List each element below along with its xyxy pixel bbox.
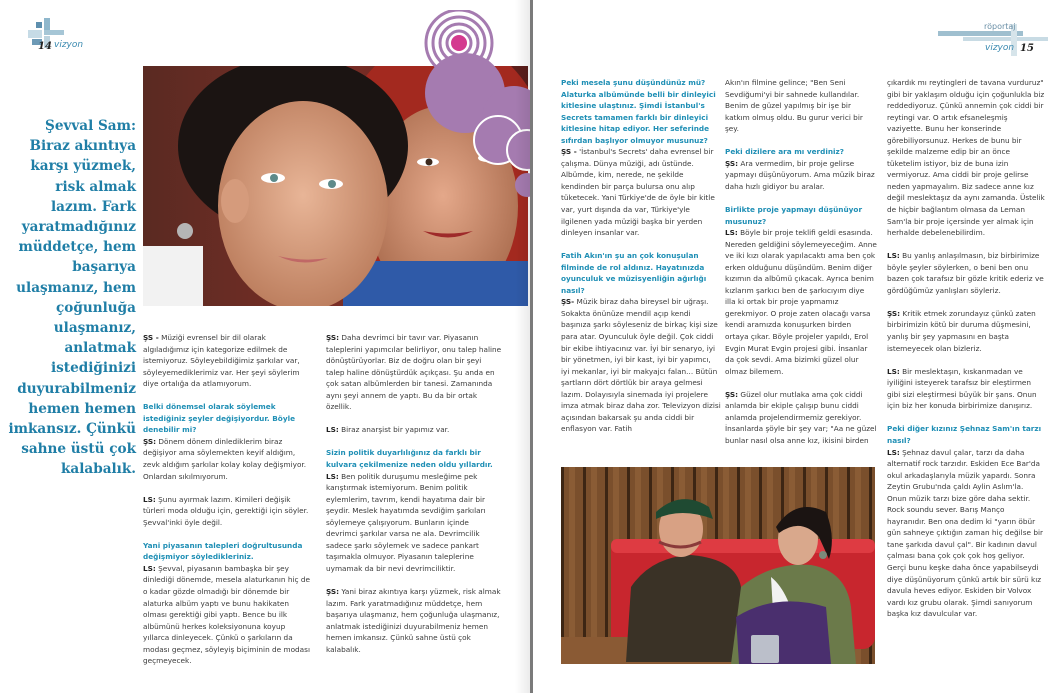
speaker-label: LS: [887, 251, 900, 261]
answer-paragraph [725, 389, 877, 447]
article-column-5 [887, 77, 1045, 631]
answer-paragraph [887, 447, 1045, 620]
interview-question: Belki dönemsel olarak söylemek istediğiniz şeyler değişiyordur. Böyle denebilir mi? [143, 402, 296, 435]
left-page [0, 0, 530, 693]
answer-text: Müziği evrensel bir dil olarak algıladığımız için kategorize edilmek de istemiyoruz. Söyleyebildiğimiz şarkılar var, söyleyemediklerimiz var. Her şeyi söylerim diye ortalığa da atlamıyorum. [143, 333, 300, 389]
answer-paragraph [725, 227, 877, 377]
gutter-shadow-left [515, 0, 530, 693]
article-column-1 [143, 332, 313, 678]
answer-paragraph [143, 332, 313, 390]
answer-text: Bir meslektaşın, kıskanmadan ve iyiliğini isteyerek tarafsız bir eleştirmen gibi sizi eleştirmesi büyük bir şans. Onun için biz her konuda birbirimize danışırız. [887, 366, 1037, 411]
interview-question: Peki mesela şunu düşündünüz mü? Alaturka albümünde belli bir dinleyici kitlesine ulaştınız. Şimdi İstanbul's Secrets tamamen farklı bir dinleyici kitlesine hitap ediyor. Her seferinde sıfırdan başlıyor olmuyor musunuz? [561, 78, 716, 145]
speaker-label: LS: [326, 425, 339, 435]
answer-paragraph [887, 366, 1045, 412]
answer-text: Yani biraz akıntıya karşı yüzmek, risk almak lazım. Fark yaratmadığınız müddetçe, hem başarıya ulaşmanız, hem çoğunluğa ulaşmanız, anlatmak istediğinizi duyurabilmeniz hemen hemen imkansız. Çünkü sahne üstü çok kalabalık. [326, 587, 501, 654]
answer-paragraph: çıkardık mı reytingleri de tavana vurduruz" gibi bir yaklaşım olduğu için çoğunlukla biz reddediyoruz. Çünkü annemin çok ciddi bir reytingi var. O artık efsaneleşmiş vaziyette. Bunu her konserinde görebiliyorsunuz. Herkes de bunu bir şekilde malzeme edip bir an önce tüketelim istiyor, biz de buna izin vermiyoruz. Ama ciddi bir proje gelirse neden yapmayalım. Biz sadece anne kız değil meslektaşız da aynı zamanda. Üstelik de hiçbir bağlantım olmasa da Leman Sam'la bir proje içersinde yer almak için herhalde debelenebilirdim. [887, 78, 1045, 238]
header-bar [963, 37, 1048, 41]
speaker-label: ŞS: [326, 587, 340, 597]
answer-text: 'İstanbul's Secrets' daha evrensel bir çalışma. Dünya müziği, adı üstünde. Albümde, kim, nerede, ne şekilde kendinden bir parça bulursa onu alıp tüketecek. Yani Türkiye'de de öyle bir kitle var, yurt dışında da var, Türkiye'yle ilgilenen yada müziği başka bir yerden dinleyen insanlar var. [561, 147, 715, 238]
answer-text: Müzik biraz daha bireysel bir uğraşı. Sokakta önünüze mendil açıp kendi başınıza şarkı söyleseniz de birkaç kişi size para atar. Oyunculuk öyle değil. Çok ciddi bir ekibe ihtiyacınız var. İyi bir senaryo, iyi bir yönetmen, iyi bir kast, iyi bir yapımcı, iyi mekanlar, iyi bir makyajcı falan... Bütün şartların dört dörtlük bir araya gelmesi lazım. Dolayısıyla sinemada iyi projelere imza atmak biraz daha zor. Televizyon dizisi açısından bakarsak şu anda ciddi bir enflasyon var. Fatih [561, 297, 721, 434]
speaker-label: LS: [143, 494, 156, 504]
category-label: röportaj [984, 22, 1016, 31]
answer-paragraph [887, 250, 1045, 296]
answer-paragraph: Akın'ın filmine gelince; "Ben Seni Sevdiğumi'yi bir sahnede kullandılar. Benim de güzel yapılmış bir işe bir katkım olmuş oldu. Bu gurur verici bir şey. [725, 78, 863, 134]
interview-question: Birlikte proje yapmayı düşünüyor musunuz? [725, 205, 863, 226]
page-number-left: 14 [38, 41, 52, 52]
answer-paragraph [326, 586, 502, 655]
answer-text: Kritik etmek zorundayız çünkü zaten birbirimizin kötü bir duruma düşmesini, yanlış bir şey yapmasını en başta istemeyecek olan bizleriz. [887, 308, 1036, 353]
section-label-right: vizyon [985, 43, 1015, 53]
answer-text: Ara vermedim, bir proje gelirse yapmayı düşünüyorum. Ama müzik biraz daha hızlı gidiyor bu aralar. [725, 158, 875, 191]
answer-paragraph [326, 471, 502, 575]
speaker-label: LS: [887, 366, 900, 376]
speaker-label: ŞS: [887, 308, 901, 318]
speaker-label: ŞS: [725, 158, 739, 168]
answer-text: Şunu ayırmak lazım. Kimileri değişik türleri moda olduğu için, gerektiği için söyler. Şevval'inki öyle değil. [143, 494, 309, 527]
interview-question: Fatih Akın'ın şu an çok konuşulan filminde de rol aldınız. Hayatınızda oyunculuk ve müzisyenliğin ağırlığı nasıl? [561, 251, 707, 295]
answer-text: Güzel olur mutlaka ama çok ciddi anlamda bir ekiple çalışıp bunu ciddi anlamda projelendirmemiz gerekiyor. İnsanlarda şöyle bir şey var; "Aa ne güzel bunlar nasıl olsa anne kız, ikisini birden [725, 389, 877, 445]
speaker-label: LS: [725, 228, 738, 238]
article-column-2 [326, 332, 502, 667]
interview-question: Peki dizilere ara mı verdiniz? [725, 147, 845, 157]
answer-paragraph [561, 296, 721, 435]
speaker-label: LS: [326, 471, 339, 481]
answer-paragraph [725, 158, 877, 193]
article-column-3 [561, 77, 721, 447]
speaker-label: ŞS- [561, 297, 575, 307]
interview-question: Sizin politik duyarlılığınız da farklı bir kulvara çekilmenize neden oldu yıllardır. [326, 448, 493, 470]
answer-paragraph [143, 494, 313, 529]
section-label-left: vizyon [54, 40, 84, 50]
page-number-right: 15 [1020, 43, 1034, 54]
speaker-label: LS: [887, 447, 900, 457]
speaker-label: ŞS: [326, 333, 340, 342]
answer-text: Şevval, piyasanın bambaşka bir şey dinlediği dönemde, mesela alaturkanın hiç de o kadar gözde olmadığı bir dönemde bir alaturka albüm yaptı ve bunu hakikaten olması gerektiği gibi yaptı. Bence bu ilk albümünü herkes koleksiyonuna koyup yıllarca dinleyecek. Çünkü o şarkıların da modası geçmez, söyleyiş biçiminin de modası geçmeyecek. [143, 563, 310, 666]
answer-text: Böyle bir proje teklifi geldi esasında. Nereden geldiğini söylemeyeceğim. Anne ve iki kızı olarak yapılacaktı ama ben çok erken olduğunu düşündüm. Benim diğer kızımın da albümü çıkacak. Ayrıca benim kızlarım şarkıcı ben de şarkıcıyım diye illa ki ortak bir proje yapmamız gerekmiyor. O proje zaten olacağı varsa kendi aramızda konuşurken birden ortaya çıkar. Böyle projeler yapıldı, Erol Evgin Murat Evgin projesi gibi. İnsanlar da çok sevdi. Ama bizimki güzel olur olmaz bilemem. [725, 228, 877, 376]
answer-text: Şehnaz davul çalar, tarzı da daha alternatif rock tarzıdır. Eskiden Ece Bar'da okul arkadaşlarıyla müzik yapardı. Sonra Zeytin Grubu'nda çaldı Aylin Aslım'la. Onun müzik tarzı bize göre daha sektir. Rock soundu sever. Barış Manço hayranıdır. Ben ona dedim ki "yarın öbür gün sahneye çıktığın zaman hiç değilse bir tane şarkıda davul çal". Bir kadının davul çalması bana çok çok çok hoş geliyor. Gerçi bunu keşke daha önce yapabilseydi diye düşünüyorum çünkü artık bir sürü kız davula heves ediyor. Eskiden bir Volvox vardı kız grubu olarak. Şimdi sanıyorum başka kız davulcular var. [887, 447, 1043, 619]
pull-quote: Şevval Sam: Biraz akıntıya karşı yüzmek, risk almak lazım. Fark yaratmadığınız müddetçe, hem başarıya ulaşmanız, hem çoğunluğa ulaşmanız, anlatmak istediğinizi duyurabilmeniz hemen hemen imkansız. Çünkü sahne üstü çok kalabalık. [8, 118, 136, 478]
interview-question: Peki diğer kızınız Şehnaz Sam'ın tarzı nasıl? [887, 424, 1042, 445]
answer-text: Dönem dönem dinlediklerim biraz değişiyor ama söylemekten keyif aldığım, zevk aldığım şarkılar kolay kolay değişmiyor. Onlardan sıkılmıyorum. [143, 436, 307, 481]
speaker-label: LS: [143, 563, 156, 573]
speaker-label: ŞS: [143, 436, 157, 446]
photo-bench [561, 467, 875, 664]
answer-paragraph [561, 146, 721, 238]
answer-paragraph [887, 308, 1045, 354]
speaker-label: ŞS - [561, 147, 577, 157]
answer-text: Daha devrimci bir tavır var. Piyasanın taleplerini yapımcılar belirliyor, onu talep haline dönüştürüyorlar. Biz de doğru olan bir şeyi talep haline dönüştürdük açıkçası. Şu anda en çok satan albümlerden bir tanesi. Zamanında aynı şeyi annem de yaptı. Bu da bir ortak özellik. [326, 333, 502, 412]
answer-text: Ben politik duruşumu mesleğime pek karıştırmak istemiyorum. Benim politik eylemlerim, tavrım, kendi hayatıma dair bir şeydir. Meslek hayatımda sevdiğim şarkıları söylemeye çalışıyorum. Bunların içinde devrimci şarkılar varsa ne ala. Devrimcilik sadece şarkı söylemek ve sadece pankart taşımakla olmuyor. Piyasanın taleplerine uymamak da bir nevi devrimciliktir. [326, 471, 486, 573]
answer-paragraph [326, 424, 502, 436]
answer-text: Bu yanlış anlaşılmasın, biz birbirimize böyle şeyler söylerken, o beni ben onu bazen çok tarafsız bir gözle kritik ederiz ve gördüğümüz yanlışları söyleriz. [887, 251, 1044, 295]
decorative-circles [410, 10, 530, 210]
answer-text: Biraz anarşist bir yapımız var. [338, 425, 450, 435]
bench-illustration [561, 467, 875, 664]
answer-paragraph [143, 563, 313, 667]
answer-paragraph [326, 332, 502, 413]
speaker-label: ŞS - [143, 333, 159, 342]
answer-paragraph [143, 436, 313, 482]
speaker-label: ŞS: [725, 389, 739, 399]
article-column-4 [725, 77, 877, 458]
interview-question: Yani piyasanın talepleri doğrultusunda değişmiyor söyledikleriniz. [143, 540, 303, 562]
